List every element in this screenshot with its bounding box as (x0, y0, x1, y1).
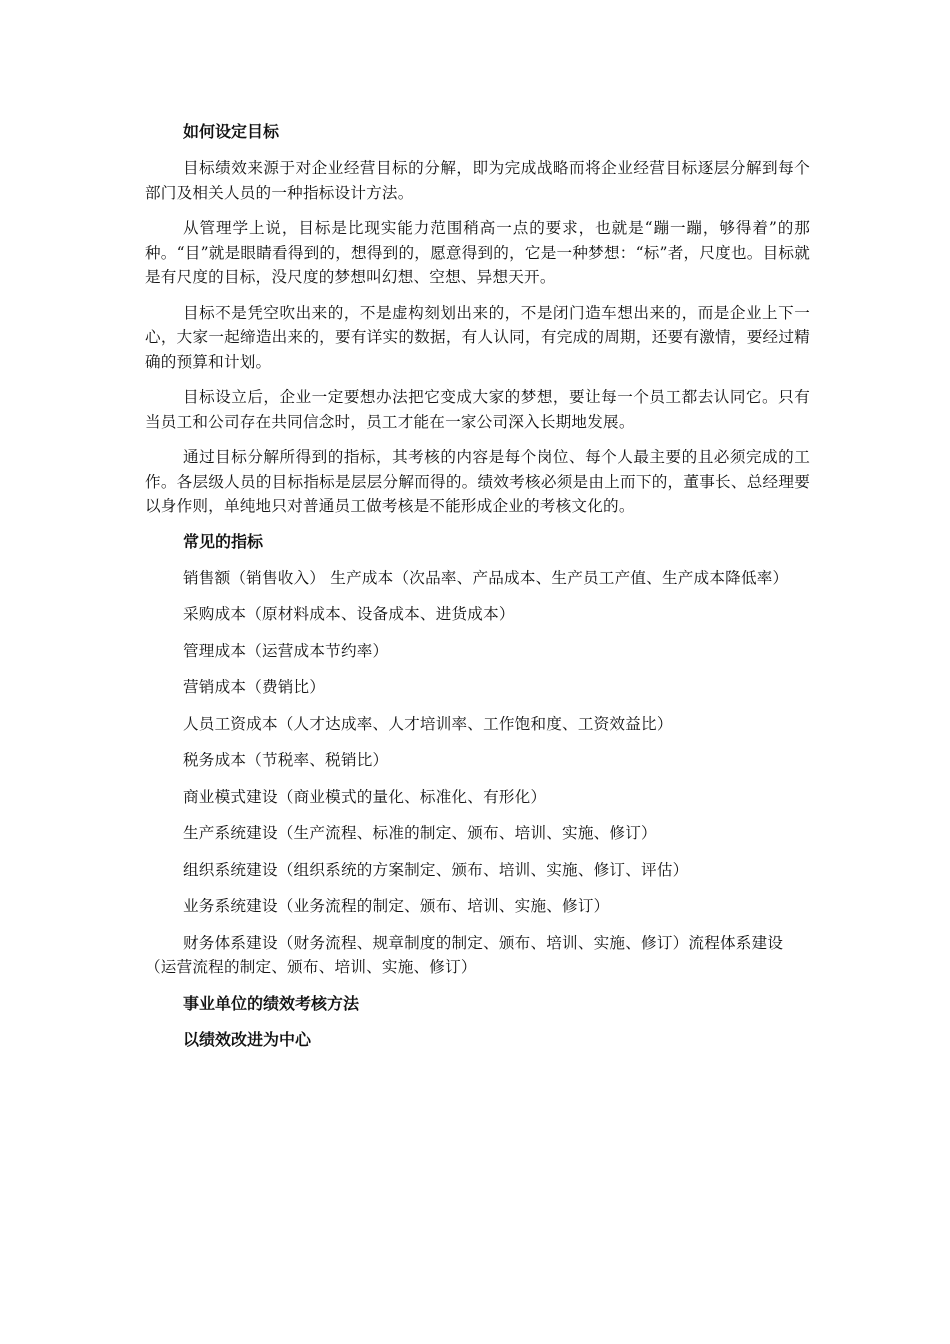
section-heading-public-institution: 事业单位的绩效考核方法 (183, 993, 360, 1013)
indicator-item: 财务体系建设（财务流程、规章制度的制定、颁布、培训、实施、修订）流程体系建设（运营流程的制定、颁布、培训、实施、修订） (145, 933, 784, 976)
indicator-item: 销售额（销售收入） 生产成本（次品率、产品成本、生产员工产值、生产成本降低率） (183, 568, 789, 587)
indicator-item: 税务成本（节税率、税销比） (183, 751, 389, 769)
paragraph: 从管理学上说，目标是比现实能力范围稍高一点的要求，也就是“蹦一蹦，够得着”的那种。“目”就是眼睛看得到的，想得到的，愿意得到的，它是一种梦想：“标”者，尺度也。目标就是有尺度的目标，没尺度的梦想叫幻想、空想、异想天开。 (145, 219, 810, 286)
indicator-item: 营销成本（费销比） (183, 678, 326, 696)
paragraph: 目标设立后，企业一定要想办法把它变成大家的梦想，要让每一个员工都去认同它。只有当员工和公司存在共同信念时，员工才能在一家公司深入长期地发展。 (145, 388, 810, 431)
paragraph: 目标绩效来源于对企业经营目标的分解，即为完成战略而将企业经营目标逐层分解到每个部门及相关人员的一种指标设计方法。 (145, 159, 810, 202)
section-heading-goal-setting: 如何设定目标 (183, 122, 280, 141)
paragraph: 通过目标分解所得到的指标，其考核的内容是每个岗位、每个人最主要的且必须完成的工作。各层级人员的目标指标是层层分解而得的。绩效考核必须是由上而下的，董事长、总经理要以身作则，单纯地只对普通员工做考核是不能形成企业的考核文化的。 (145, 448, 810, 515)
section-heading-common-indicators: 常见的指标 (183, 531, 264, 551)
indicator-item: 生产系统建设（生产流程、标准的制定、颁布、培训、实施、修订） (183, 824, 657, 842)
indicator-item: 组织系统建设（组织系统的方案制定、颁布、培训、实施、修订、评估） (183, 860, 689, 879)
indicator-item: 业务系统建设（业务流程的制定、颁布、培训、实施、修订） (183, 897, 610, 915)
indicator-item: 采购成本（原材料成本、设备成本、进货成本） (183, 605, 515, 623)
indicator-item: 管理成本（运营成本节约率） (183, 641, 389, 660)
paragraph: 目标不是凭空吹出来的，不是虚构刻划出来的，不是闭门造车想出来的，而是企业上下一心，大家一起缔造出来的，要有详实的数据，有人认同，有完成的周期，还要有激情，要经过精确的预算和计划。 (145, 303, 810, 371)
document-body (145, 120, 810, 1064)
section-heading-performance-improvement: 以绩效改进为中心 (183, 1029, 312, 1049)
indicator-item: 人员工资成本（人才达成率、人才培训率、工作饱和度、工资效益比） (183, 714, 673, 733)
indicator-item: 商业模式建设（商业模式的量化、标准化、有形化） (183, 787, 547, 806)
